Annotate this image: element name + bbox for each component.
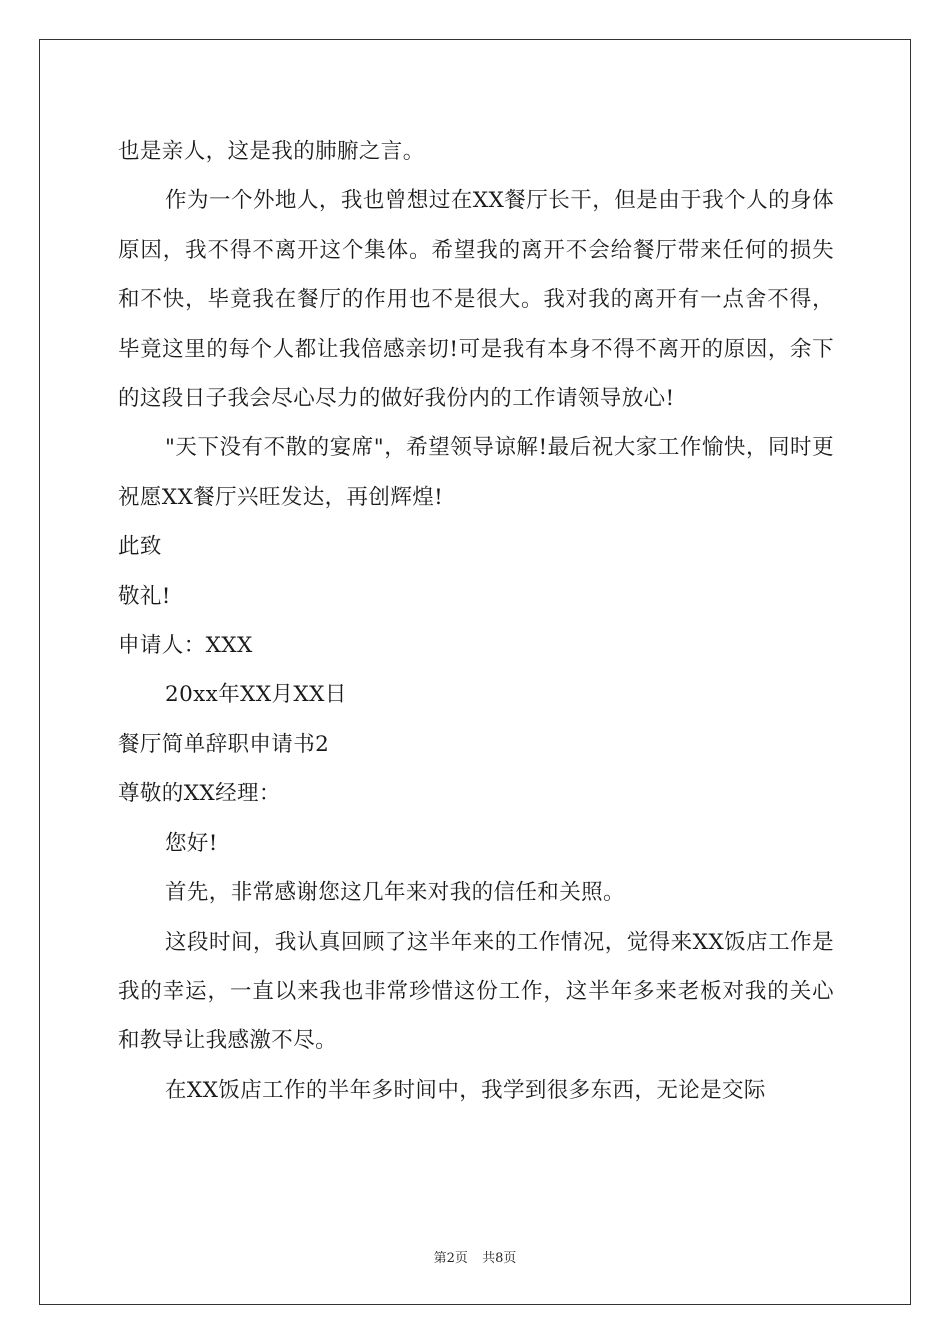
- paragraph-2: 作为一个外地人，我也曾想过在XX餐厅长干，但是由于我个人的身体原因，我不得不离开这个集体。希望我的离开不会给餐厅带来任何的损失和不快，毕竟我在餐厅的作用也不是很大。我对我的离开有一点舍不得，毕竟这里的每个人都让我倍感亲切!可是我有本身不得不离开的原因，余下的这段日子我会尽心尽力的做好我份内的工作请领导放心!: [118, 188, 834, 412]
- date-line: 20xx年XX月XX日: [165, 682, 347, 708]
- addressee-line: 尊敬的XX经理：: [118, 781, 281, 807]
- section-title: 餐厅简单辞职申请书2: [118, 731, 330, 757]
- closing-regards: 敬礼!: [118, 583, 171, 609]
- paragraph-learning: 在XX饭店工作的半年多时间中，我学到很多东西，无论是交际: [165, 1077, 766, 1103]
- page-number: 第2页: [433, 1251, 468, 1266]
- closing-salutation: 此致: [118, 534, 162, 560]
- document-body: [118, 127, 834, 1115]
- page-total: 共8页: [482, 1251, 517, 1266]
- paragraph-thanks: 首先，非常感谢您这几年来对我的信任和关照。: [165, 880, 625, 906]
- page-footer: [0, 1247, 950, 1266]
- paragraph-3: "天下没有不散的宴席"，希望领导谅解!最后祝大家工作愉快，同时更祝愿XX餐厅兴旺发达，再创辉煌!: [118, 435, 834, 510]
- greeting-line: 您好!: [165, 830, 218, 856]
- paragraph-1: 也是亲人，这是我的肺腑之言。: [118, 139, 425, 164]
- applicant-line: 申请人：XXX: [118, 633, 253, 659]
- paragraph-review: 这段时间，我认真回顾了这半年来的工作情况，觉得来XX饭店工作是我的幸运，一直以来我也非常珍惜这份工作，这半年多来老板对我的关心和教导让我感激不尽。: [118, 929, 834, 1054]
